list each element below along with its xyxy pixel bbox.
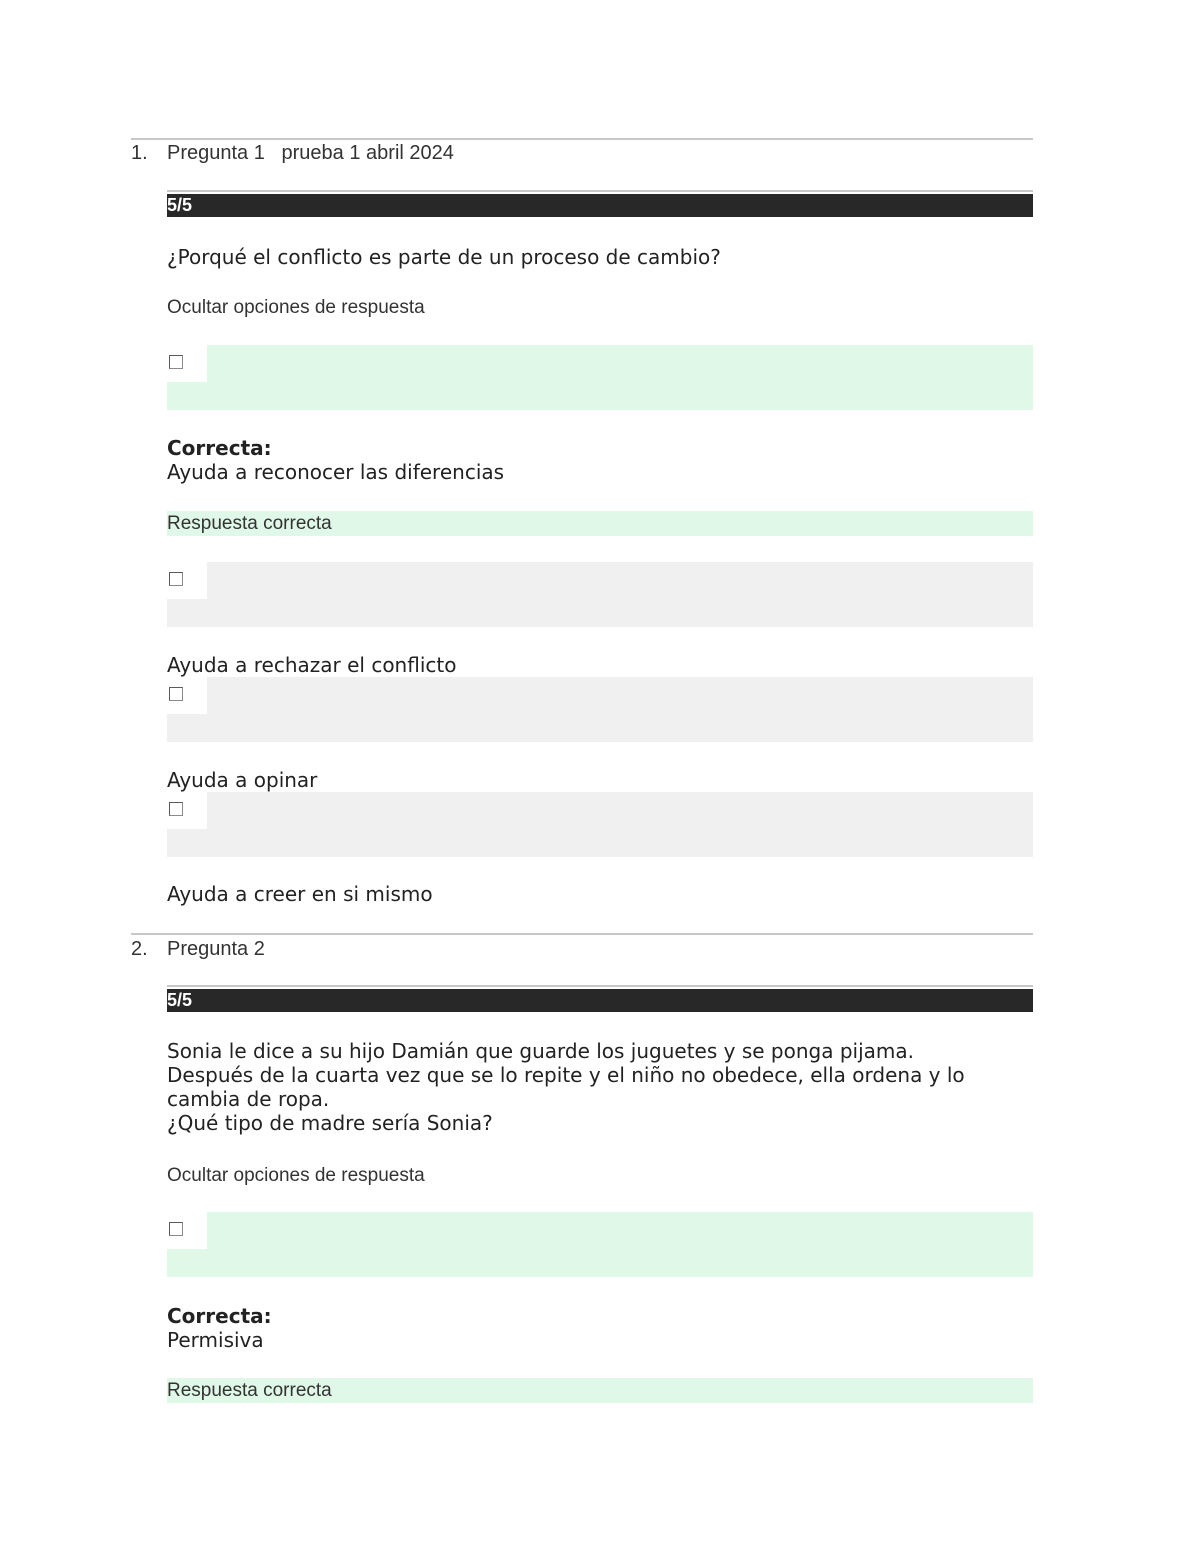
question-2-feedback: Respuesta correcta [167, 1378, 1033, 1403]
question-2-correct-label: Correcta: [167, 1304, 272, 1328]
checkbox[interactable] [169, 572, 183, 586]
checkbox-cell [167, 677, 207, 714]
question-1-option-2 [167, 562, 1033, 627]
question-1-score-divider [167, 190, 1033, 192]
checkbox[interactable] [169, 687, 183, 701]
question-1-option-3-label: Ayuda a opinar [167, 768, 318, 792]
question-1-score-badge: 5/5 [167, 194, 1033, 217]
question-2-score-badge: 5/5 [167, 989, 1033, 1012]
checkbox[interactable] [169, 802, 183, 816]
checkbox-cell [167, 562, 207, 599]
question-2-number: 2. [131, 938, 148, 960]
question-1-feedback: Respuesta correcta [167, 511, 1033, 536]
question-2-divider [131, 933, 1033, 935]
question-2-text-line: cambia de ropa. [167, 1087, 330, 1111]
question-1-correct-label: Correcta: [167, 436, 272, 460]
checkbox-cell [167, 792, 207, 829]
question-1-text: ¿Porqué el conflicto es parte de un proceso de cambio? [167, 245, 721, 269]
question-1-option-3 [167, 677, 1033, 742]
question-2-hide-options-link[interactable]: Ocultar opciones de respuesta [167, 1165, 425, 1186]
question-2-text [167, 1039, 1033, 1135]
question-2-option-correct [167, 1212, 1033, 1277]
question-1-hide-options-link[interactable]: Ocultar opciones de respuesta [167, 297, 425, 318]
question-2-text-line: Sonia le dice a su hijo Damián que guarde los juguetes y se ponga pijama. [167, 1039, 914, 1063]
question-2-correct-answer: Permisiva [167, 1328, 264, 1352]
question-1-title: Pregunta 1 prueba 1 abril 2024 [167, 142, 454, 164]
question-1-option-4 [167, 792, 1033, 857]
question-1-number: 1. [131, 142, 148, 164]
question-2-title: Pregunta 2 [167, 938, 265, 960]
question-2-text-line: ¿Qué tipo de madre sería Sonia? [167, 1111, 493, 1135]
question-1-correct-answer: Ayuda a reconocer las diferencias [167, 460, 505, 484]
question-2-score-divider [167, 985, 1033, 987]
checkbox-cell [167, 345, 207, 382]
checkbox[interactable] [169, 355, 183, 369]
question-2-text-line: Después de la cuarta vez que se lo repite y el niño no obedece, ella ordena y lo [167, 1063, 965, 1087]
question-1-option-correct [167, 345, 1033, 410]
question-1-option-4-label: Ayuda a creer en si mismo [167, 882, 433, 906]
checkbox-cell [167, 1212, 207, 1249]
checkbox[interactable] [169, 1222, 183, 1236]
question-1-option-2-label: Ayuda a rechazar el conflicto [167, 653, 457, 677]
